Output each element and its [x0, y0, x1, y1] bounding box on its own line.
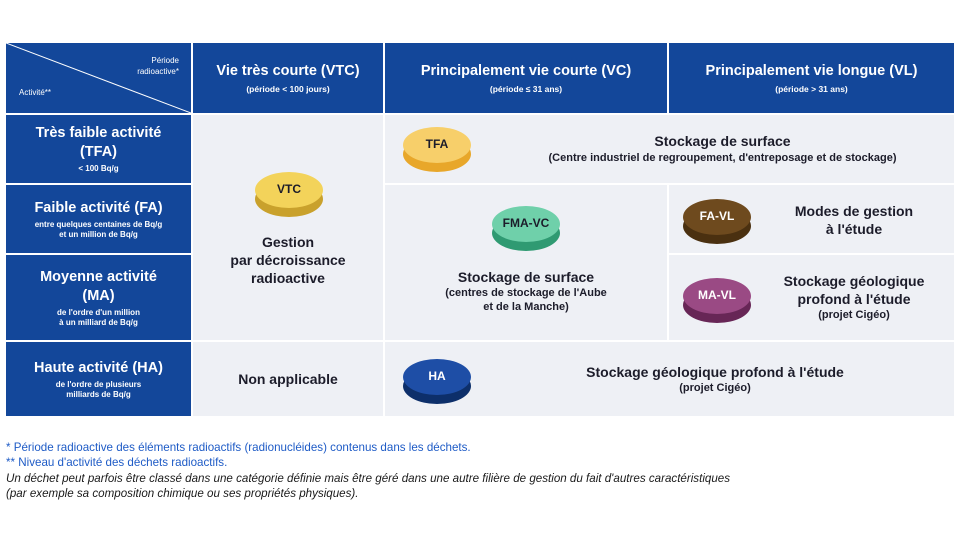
row-title-fa: Faible activité (FA)	[34, 199, 163, 216]
row-sub-ha-1: de l'ordre de plusieurs	[55, 379, 142, 389]
row-sub-ma-1: de l'ordre d'un million	[57, 307, 140, 317]
row-sub-fa-2: et un million de Bq/g	[59, 229, 138, 239]
mavl-line-2: profond à l'étude	[797, 291, 911, 307]
corner-periode-label	[137, 55, 179, 77]
row-sub-ha-2: milliards de Bq/g	[66, 389, 131, 399]
column-sub-vl: (période > 31 ans)	[775, 83, 848, 94]
tfa-surface-text	[495, 132, 950, 165]
disc-fa-vl	[681, 197, 753, 247]
row-title-ha: Haute activité (HA)	[34, 359, 163, 376]
tfa-surface-sub: (Centre industriel de regroupement, d'entreposage et de stockage)	[548, 152, 897, 164]
favl-line-2: à l'étude	[825, 221, 883, 237]
fmavc-text	[385, 268, 667, 314]
vtc-line-1: Gestion	[261, 234, 315, 250]
disc-fma-vc-label: FMA-VC	[502, 215, 550, 230]
mavl-line-1: Stockage géologique	[783, 273, 925, 289]
row-title-ma-2: (MA)	[82, 287, 115, 304]
disc-tfa-label: TFA	[425, 136, 449, 151]
cell-not-applicable	[193, 342, 383, 416]
footnote-activite: ** Niveau d'activité des déchets radioactifs.	[6, 456, 228, 469]
row-header-fa	[6, 185, 191, 253]
ha-geologic-text	[525, 363, 905, 395]
column-title-vtc: Vie très courte (VTC)	[216, 62, 360, 79]
table-corner-header	[6, 43, 191, 113]
vtc-line-3: radioactive	[251, 270, 325, 286]
disc-ma-vl	[681, 276, 753, 326]
row-title-ma-1: Moyenne activité	[40, 268, 157, 285]
row-sub-ma-2: à un milliard de Bq/g	[59, 317, 138, 327]
disc-ma-vl-label: MA-VL	[698, 287, 736, 302]
fmavc-sub-1: (centres de stockage de l'Aube	[445, 287, 607, 299]
fmavc-title: Stockage de surface	[457, 269, 595, 285]
corner-periode-line1: Période	[151, 56, 179, 65]
disc-fa-vl-label: FA-VL	[699, 208, 735, 223]
disc-ha-label: HA	[428, 368, 446, 383]
row-title-tfa-2: (TFA)	[79, 144, 118, 160]
favl-line-1: Modes de gestion	[794, 203, 914, 219]
ha-geologic-sub: (projet Cigéo)	[679, 382, 751, 394]
vtc-line-2: par décroissance	[230, 252, 346, 268]
disc-fma-vc	[490, 204, 562, 254]
disc-ha	[401, 357, 473, 407]
disc-tfa	[401, 125, 473, 175]
mavl-sub: (projet Cigéo)	[818, 309, 890, 321]
column-sub-vc: (période ≤ 31 ans)	[489, 83, 563, 94]
column-title-vc: Principalement vie courte (VC)	[420, 62, 632, 79]
mavl-text	[754, 272, 954, 322]
column-header-vl	[669, 43, 954, 113]
vtc-management-text	[193, 233, 383, 287]
column-header-vtc	[193, 43, 383, 113]
row-title-tfa-1: Très faible activité	[35, 125, 162, 141]
column-sub-vtc: (période < 100 jours)	[246, 83, 330, 94]
disc-vtc	[253, 170, 325, 220]
footnote-note-line2: (par exemple sa composition chimique ou ses propriétés physiques).	[6, 487, 359, 500]
column-title-vl: Principalement vie longue (VL)	[705, 62, 918, 79]
footnote-periode: * Période radioactive des éléments radioactifs (radionucléides) contenus dans les déchets.	[6, 441, 471, 454]
ha-geologic-title: Stockage géologique profond à l'étude	[586, 364, 844, 380]
diagonal-divider	[6, 43, 191, 113]
row-header-tfa	[6, 115, 191, 183]
row-sub-tfa: < 100 Bq/g	[78, 164, 119, 173]
row-header-ma	[6, 255, 191, 340]
tfa-surface-title: Stockage de surface	[654, 133, 791, 149]
favl-text	[754, 202, 954, 238]
corner-activite-label: Activité**	[19, 88, 52, 97]
disc-vtc-label: VTC	[277, 181, 301, 196]
row-header-ha	[6, 342, 191, 416]
fmavc-sub-2: et de la Manche)	[483, 301, 569, 313]
row-sub-fa-1: entre quelques centaines de Bq/g	[34, 219, 163, 229]
corner-periode-line2: radioactive*	[137, 67, 179, 76]
column-header-vc	[385, 43, 667, 113]
cell-vtc-management	[193, 115, 383, 340]
footnote-note-line1: Un déchet peut parfois être classé dans une catégorie définie mais être géré dans une autre filière de gestion du fait d'autres caractéristiques	[6, 472, 731, 485]
not-applicable-text: Non applicable	[238, 371, 338, 387]
